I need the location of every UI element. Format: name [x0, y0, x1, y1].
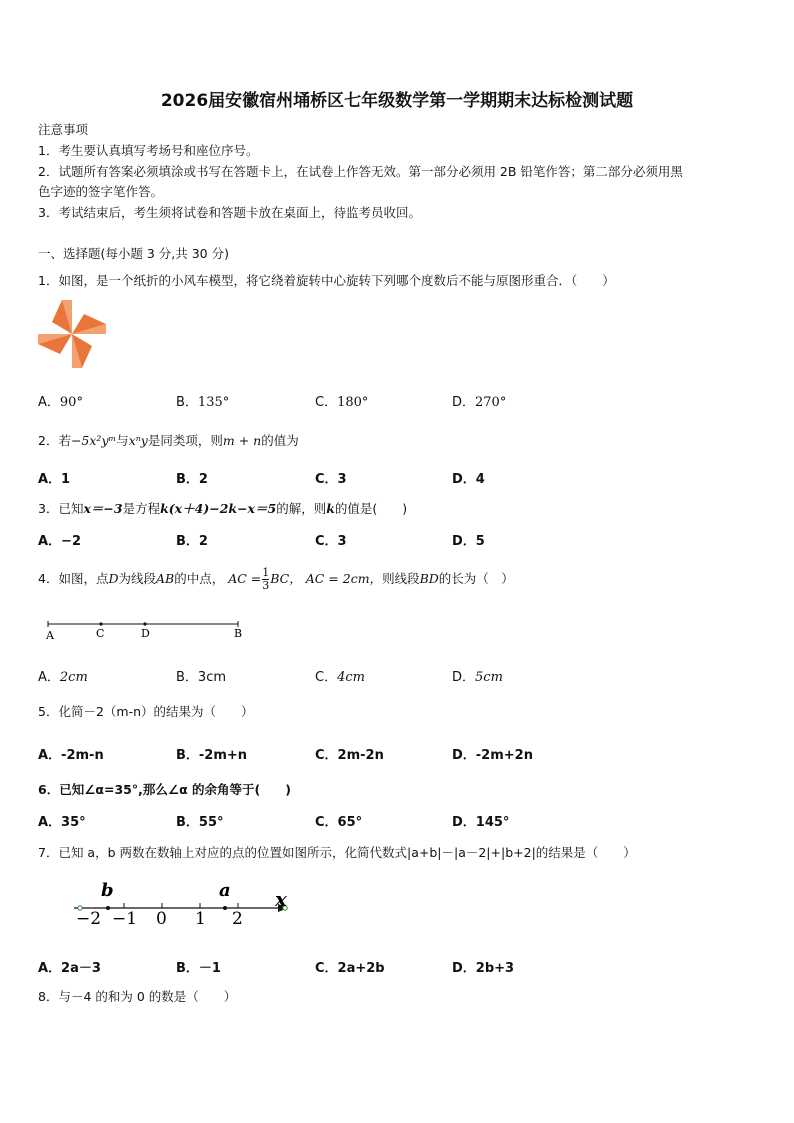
q2-stem-text-3: 是同类项，则 — [147, 433, 223, 448]
q2-option-b: B．2 — [176, 472, 208, 487]
page-title: 2026届安徽宿州埇桥区七年级数学第一学期期末达标检测试题 — [160, 91, 634, 111]
point-d-dot — [143, 622, 146, 625]
q1-option-c-value: 180° — [337, 395, 369, 410]
q4-option-c-value: 4cm — [337, 670, 365, 685]
q2-stem — [38, 431, 299, 449]
q5-option-d: D．-2m+2n — [452, 748, 533, 763]
q4-stem-text-5: 的长为（ ） — [438, 571, 514, 586]
q7-option-c: C．2a+2b — [315, 961, 385, 976]
label-b: b — [101, 880, 114, 901]
q1-stem: 1．如图，是一个纸折的小风车模型，将它绕着旋转中心旋转下列哪个度数后不能与原图形重合．（ ） — [38, 273, 615, 288]
q5-option-c: C．2m-2n — [315, 748, 384, 763]
tick-label-minus2: −2 — [76, 909, 102, 929]
label-c: C — [96, 627, 105, 640]
q5-option-b: B．-2m+n — [176, 748, 248, 763]
q4-fraction-denominator: 3 — [262, 579, 270, 592]
q4-fraction — [262, 567, 269, 592]
tick-label-minus1: −1 — [112, 909, 138, 929]
q4-expr-ac-value: AC = 2cm， — [305, 571, 383, 586]
q7-option-a: A．2a－3 — [38, 961, 101, 976]
q4-option-b-value: 3cm — [197, 670, 227, 685]
q1-option-d-value: 270° — [475, 395, 507, 410]
notice-item-2-cont: 色字迹的签字笔作答。 — [38, 184, 164, 199]
q1-option-a-label: A． — [38, 395, 60, 410]
q3-expr-3: k — [326, 501, 335, 516]
q7-option-b: B．－1 — [176, 961, 221, 976]
q3-option-a: A．−2 — [38, 534, 81, 549]
tick-label-1: 1 — [195, 909, 206, 929]
q4-stem-text-4: 则线段 — [382, 571, 420, 586]
q1-option-a-value: 90° — [59, 395, 83, 410]
q1-option-d-label: D． — [452, 395, 476, 410]
q3-stem-text-2: 是方程 — [122, 501, 161, 516]
q4-fraction-numerator: 1 — [262, 566, 270, 579]
q2-stem-text-2: 与 — [116, 433, 129, 448]
q2-stem-text-1: 2．若 — [38, 433, 71, 448]
q6-option-d: D．145° — [452, 815, 510, 830]
q8-stem: 8．与－4 的和为 0 的数是（ ） — [38, 989, 237, 1004]
pinwheel-figure — [36, 299, 108, 369]
q4-expr-ab: AB — [156, 571, 175, 586]
section-heading: 一、选择题(每小题 3 分,共 30 分) — [38, 246, 229, 261]
q5-stem: 5．化简－2（m-n）的结果为（ ） — [38, 704, 254, 719]
q2-option-a: A．1 — [38, 472, 71, 487]
q3-stem-text-4: 的值是( ) — [334, 501, 408, 516]
q4-stem-text-3: 的中点， — [174, 571, 225, 586]
q1-option-b-value: 135° — [197, 395, 230, 410]
q6-option-c: C．65° — [315, 815, 363, 830]
label-a: a — [219, 880, 231, 901]
notice-item-1: 1．考生要认真填写考场号和座位序号。 — [38, 143, 259, 158]
q4-option-a-value: 2cm — [59, 670, 88, 685]
label-x: x — [275, 887, 287, 911]
q4-stem-text-2: 为线段 — [118, 571, 156, 586]
label-d: D — [141, 627, 150, 640]
notice-heading: 注意事项 — [38, 122, 89, 137]
q5-option-a: A．-2m-n — [38, 748, 104, 763]
q2-option-d: D．4 — [452, 472, 485, 487]
point-b — [106, 906, 110, 910]
q4-option-c-label: C． — [315, 670, 338, 685]
q4-expr-bd: BD — [419, 571, 439, 586]
q2-expr-3: m + n — [222, 433, 262, 448]
q4-expr-d: D — [108, 571, 119, 586]
q6-option-b: B．55° — [176, 815, 224, 830]
q2-expr-1: −5x²yᵐ — [70, 433, 117, 448]
point-c-dot — [99, 622, 102, 625]
q4-option-a-label: A． — [38, 670, 60, 685]
label-a: A — [46, 629, 54, 642]
q3-option-d: D．5 — [452, 534, 485, 549]
q2-stem-text-4: 的值为 — [261, 433, 299, 448]
q3-expr-1: x＝−3 — [83, 501, 123, 516]
q6-option-a: A．35° — [38, 815, 86, 830]
q1-option-b-label: B． — [176, 395, 198, 410]
q3-stem-text-1: 3．已知 — [38, 501, 84, 516]
q3-stem — [38, 499, 407, 517]
q3-stem-text-3: 的解，则 — [276, 501, 327, 516]
q4-expr-ac: AC = — [228, 571, 262, 586]
tick-label-0: 0 — [156, 909, 167, 929]
number-line-figure — [68, 876, 298, 932]
q4-expr-bc: BC， — [270, 571, 302, 586]
q3-option-b: B．2 — [176, 534, 208, 549]
q3-expr-2: k(x＋4)−2k−x＝5 — [160, 501, 277, 516]
q1-option-c-label: C． — [315, 395, 338, 410]
q4-stem — [38, 567, 514, 592]
q4-option-b-label: B． — [176, 670, 198, 685]
tick-label-2: 2 — [232, 909, 243, 929]
notice-item-2: 2．试题所有答案必须填涂或书写在答题卡上，在试卷上作答无效。第一部分必须用 2B 铅笔作答；第二部分必须用黑 — [38, 164, 683, 179]
q4-option-d-label: D． — [452, 670, 476, 685]
q7-option-d: D．2b+3 — [452, 961, 515, 976]
notice-item-3: 3．考试结束后，考生须将试卷和答题卡放在桌面上，待监考员收回。 — [38, 205, 421, 220]
q2-expr-2: xⁿy — [128, 433, 148, 448]
segment-figure — [40, 618, 250, 644]
q2-option-c: C．3 — [315, 472, 347, 487]
q4-stem-text-1: 4．如图，点 — [38, 571, 109, 586]
q3-option-c: C．3 — [315, 534, 347, 549]
point-a — [223, 906, 227, 910]
q7-stem: 7．已知 a，b 两数在数轴上对应的点的位置如图所示，化简代数式|a+b|－|a－2|+|b+2|的结果是（ ） — [38, 845, 636, 860]
label-b: B — [234, 627, 243, 640]
q6-stem: 6．已知∠α=35°,那么∠α 的余角等于( ) — [38, 782, 291, 797]
q4-option-d-value: 5cm — [475, 670, 503, 685]
